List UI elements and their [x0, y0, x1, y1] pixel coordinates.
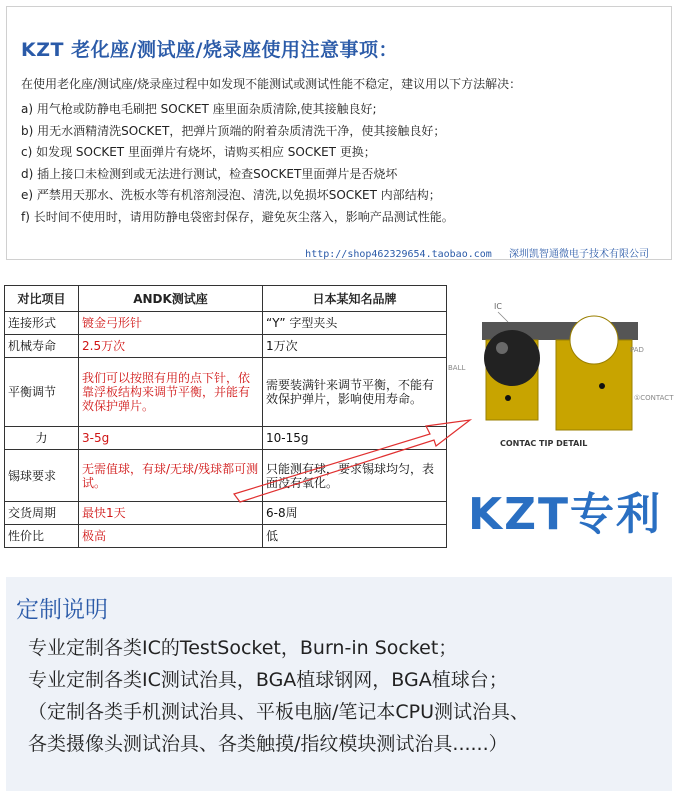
notice-item: a) 用气枪或防静电毛刷把 SOCKET 座里面杂质清除,使其接触良好; — [21, 102, 377, 116]
japan-value: 1万次 — [263, 335, 447, 358]
row-label: 连接形式 — [5, 312, 79, 335]
table-row — [5, 525, 447, 548]
andk-value: 最快1天 — [79, 502, 263, 525]
row-label: 交货周期 — [5, 502, 79, 525]
andk-value: 无需值球，有球/无球/残球都可测试。 — [79, 450, 263, 502]
notice-panel — [6, 6, 672, 260]
contact-cutout — [570, 316, 618, 364]
notice-item: c) 如发现 SOCKET 里面弹片有烧坏，请购买相应 SOCKET 更换； — [21, 145, 376, 159]
diagram-label-ic: IC — [494, 302, 502, 311]
patent-label: KZT专利 — [468, 489, 663, 540]
ball-highlight — [496, 342, 508, 354]
diagram-label-contact: ①CONTACT — [634, 394, 674, 402]
japan-value: 10-15g — [263, 427, 447, 450]
contact-dot — [599, 383, 605, 389]
table-header: 对比项目 — [5, 286, 79, 312]
diagram-label-pad: PAD — [630, 346, 644, 354]
custom-panel — [6, 577, 672, 791]
andk-value: 极高 — [79, 525, 263, 548]
japan-value: 只能测有球，要求锡球均匀，表面没有氧化。 — [263, 450, 447, 502]
notice-item: f) 长时间不使用时，请用防静电袋密封保存，避免灰尘落入，影响产品测试性能。 — [21, 209, 454, 224]
notice-footer — [305, 245, 649, 260]
table-row — [5, 502, 447, 525]
custom-title: 定制说明 — [16, 597, 108, 623]
andk-value: 我们可以按照有用的点下针，依靠浮板结构来调节平衡，并能有效保护弹片。 — [79, 358, 263, 427]
shop-url-link[interactable]: http://shop462329654.taobao.com — [305, 249, 492, 260]
row-label: 力 — [5, 427, 79, 450]
solder-ball — [484, 330, 540, 386]
notice-list — [21, 99, 454, 228]
notice-item: d) 插上接口未检测到或无法进行测试，检查SOCKET里面弹片是否烧坏 — [21, 166, 398, 181]
table-row — [5, 427, 447, 450]
andk-value: 镀金弓形针 — [79, 312, 263, 335]
diagram-label-ball: BALL — [448, 364, 466, 372]
custom-line: （定制各类手机测试治具、平板电脑/笔记本CPU测试治具、 — [28, 701, 530, 723]
company-name: 深圳凯智通微电子技术有限公司 — [509, 249, 649, 260]
contact-dot — [505, 395, 511, 401]
comparison-table — [4, 285, 447, 548]
table-row — [5, 312, 447, 335]
andk-value: 2.5万次 — [79, 335, 263, 358]
custom-line: 各类摄像头测试治具、各类触摸/指纹模块测试治具......） — [28, 733, 508, 755]
row-label: 平衡调节 — [5, 358, 79, 427]
japan-value: 6-8周 — [263, 502, 447, 525]
table-header: ANDK测试座 — [79, 286, 263, 312]
notice-item: e) 严禁用天那水、洗板水等有机溶剂浸泡、清洗,以免损坏SOCKET 内部结构； — [21, 188, 441, 202]
custom-line: 专业定制各类IC的TestSocket，Burn-in Socket； — [28, 637, 458, 659]
table-header: 日本某知名品牌 — [263, 286, 447, 312]
custom-line: 专业定制各类IC测试治具，BGA植球钢网，BGA植球台； — [28, 669, 508, 691]
custom-list — [28, 632, 529, 760]
row-label: 机械寿命 — [5, 335, 79, 358]
diagram-caption: CONTAC TIP DETAIL — [500, 439, 588, 448]
table-row — [5, 450, 447, 502]
japan-value: “Y” 字型夹头 — [263, 312, 447, 335]
table-row — [5, 358, 447, 427]
table-row — [5, 335, 447, 358]
leader-line — [498, 312, 508, 322]
japan-value: 需要装满针来调节平衡，不能有效保护弹片，影响使用寿命。 — [263, 358, 447, 427]
japan-value: 低 — [263, 525, 447, 548]
row-label: 性价比 — [5, 525, 79, 548]
notice-title: KZT 老化座/测试座/烧录座使用注意事项： — [21, 39, 398, 61]
contact-tip-diagram — [446, 290, 674, 462]
notice-item: b) 用无水酒精清洗SOCKET，把弹片顶端的附着杂质清洗干净，使其接触良好； — [21, 123, 446, 138]
andk-value: 3-5g — [79, 427, 263, 450]
row-label: 锡球要求 — [5, 450, 79, 502]
notice-intro: 在使用老化座/测试座/烧录座过程中如发现不能测试或测试性能不稳定，建议用以下方法解决： — [21, 77, 522, 91]
table-header-row — [5, 286, 447, 312]
